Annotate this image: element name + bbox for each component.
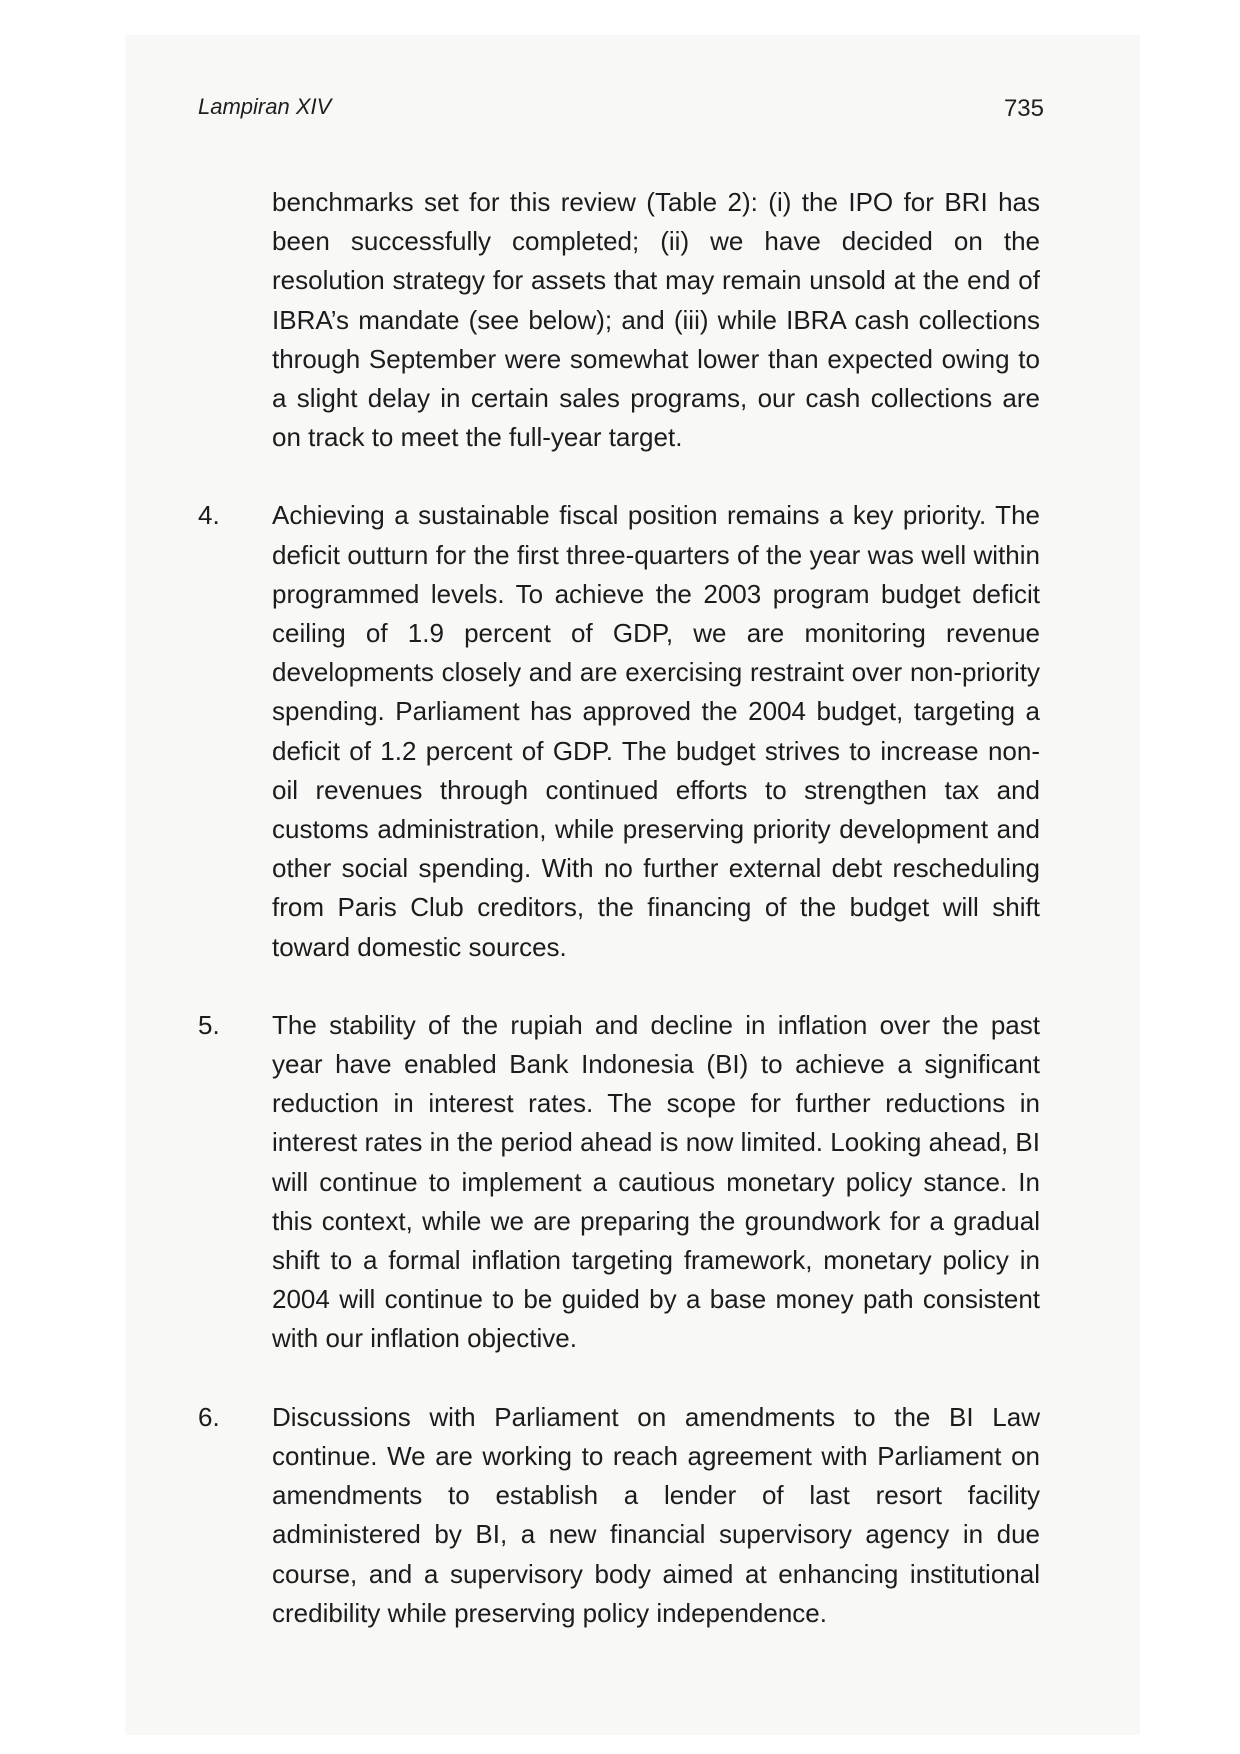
paragraph-text: The stability of the rupiah and decline in inflation over the past year have enabled Bank Indonesia (BI) to achieve a significant reduction in interest rates. The scope for further reductions in interest rates in the period ahead is now limited. Looking ahead, BI will continue to implement a cautious monetary policy stance. In this context, while we are preparing the groundwork for a gradual shift to a formal inflation targeting framework, monetary policy in 2004 will continue to be guided by a base money path consistent with our inflation objective. [272,1009,1040,1354]
paragraph-number: 5. [198,1009,220,1040]
document-body [198,183,1040,1672]
numbered-paragraph-6 [198,1398,1040,1633]
paragraph-text: Discussions with Parliament on amendments to the BI Law continue. We are working to reach agreement with Parliament on amendments to establish a lender of last resort facility administered by BI, a new financial supervisory agency in due course, and a supervisory body aimed at enhancing institutional credibility while preserving policy independence. [272,1401,1040,1628]
running-header: Lampiran XIV [198,94,332,119]
continuation-paragraph: benchmarks set for this review (Table 2): (i) the IPO for BRI has been successfully completed; (ii) we have decided on the resolution strategy for assets that may remain unsold at the end of IBRA’s mandate (see below); and (iii) while IBRA cash collections through September were somewhat lower than expected owing to a slight delay in certain sales programs, our cash collections are on track to meet the full-year target. [272,187,1040,453]
page-number: 735 [1003,95,1044,122]
numbered-paragraph-4 [198,496,1040,966]
numbered-paragraph-5 [198,1006,1040,1359]
paragraph-number: 4. [198,500,220,531]
paragraph-text: Achieving a sustainable fiscal position remains a key priority. The deficit outturn for the first three-quarters of the year was well within programmed levels. To achieve the 2003 program budget deficit ceiling of 1.9 percent of GDP, we are monitoring revenue developments closely and are exercising restraint over non-priority spending. Parliament has approved the 2004 budget, targeting a deficit of 1.2 percent of GDP. The budget strives to increase non-oil revenues through continued efforts to strengthen tax and customs administration, while preserving priority development and other social spending. With no further external debt rescheduling from Paris Club creditors, the financing of the budget will shift toward domestic sources. [272,500,1040,962]
paragraph-number: 6. [198,1401,220,1432]
